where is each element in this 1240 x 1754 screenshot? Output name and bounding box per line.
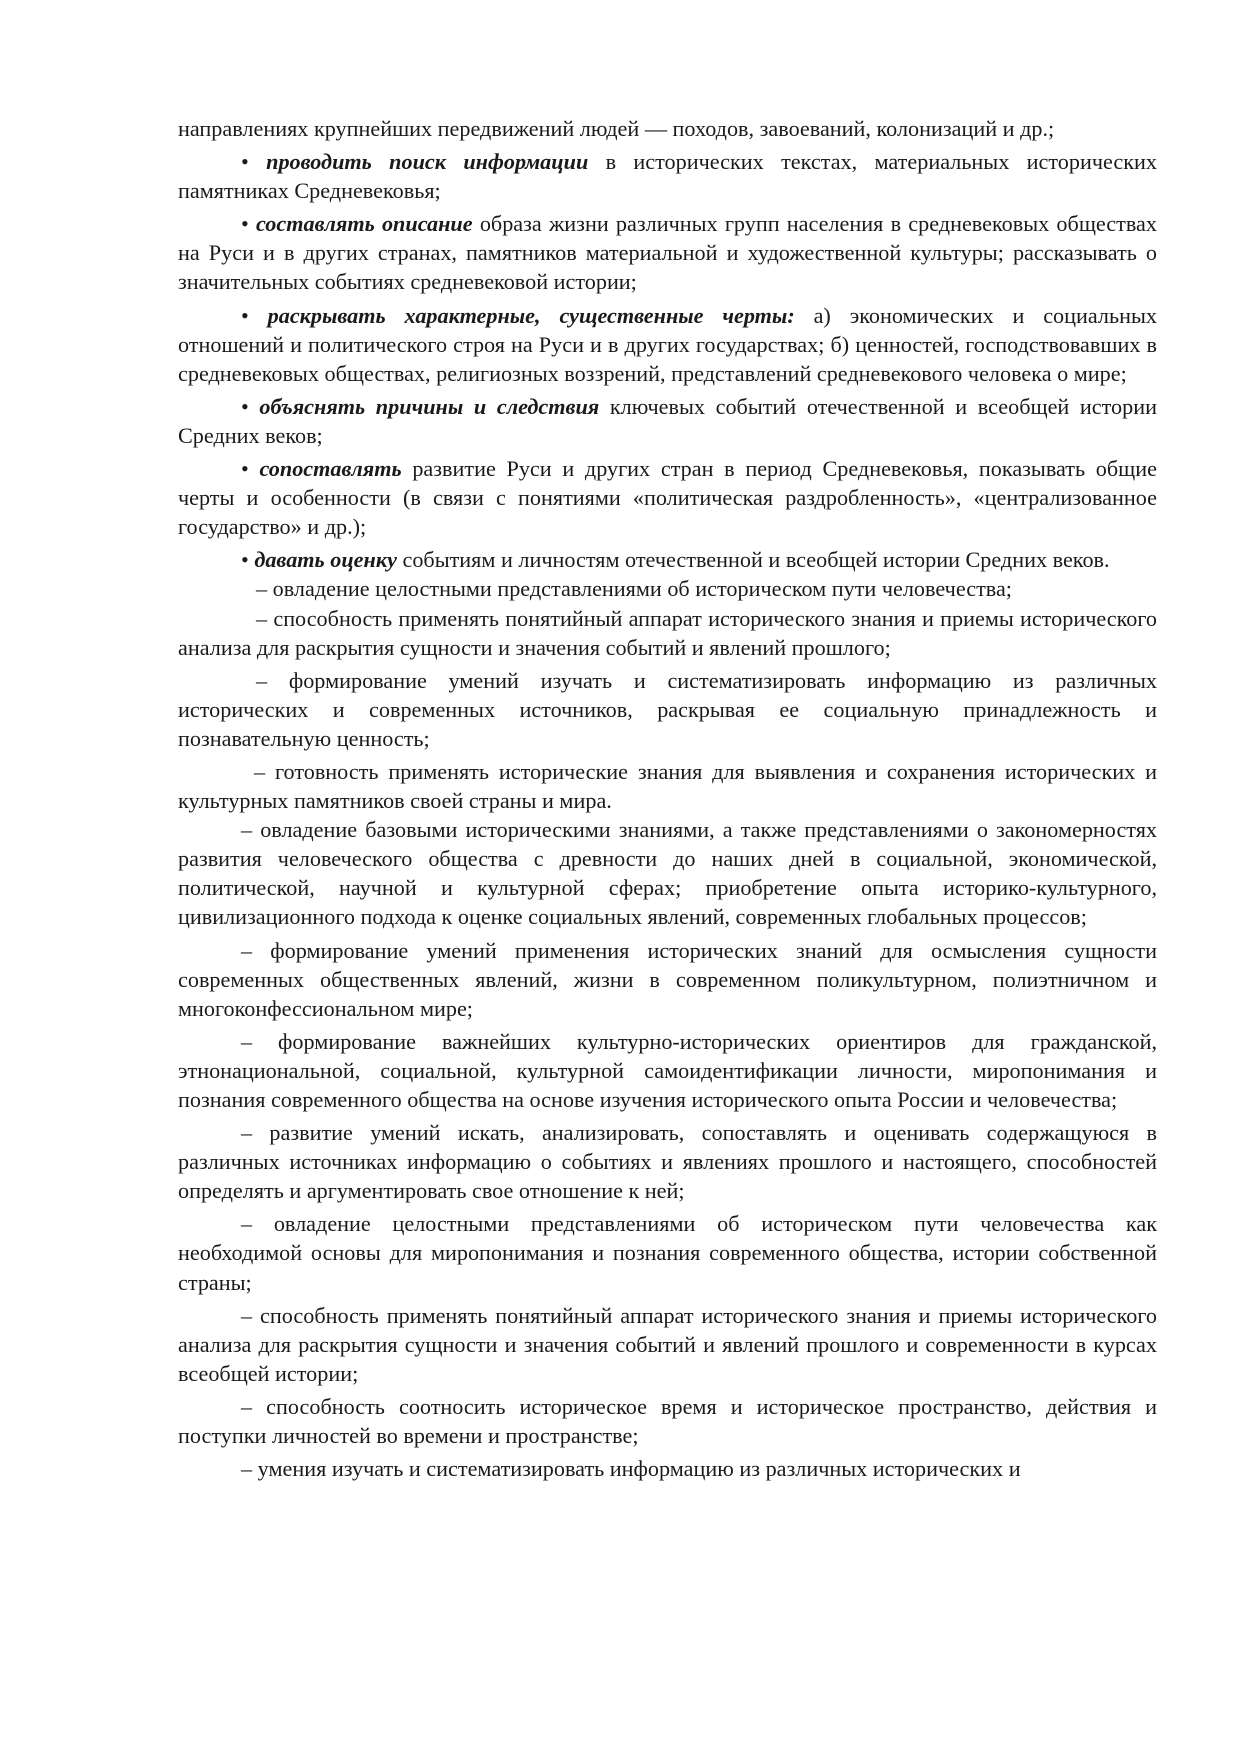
bullet-evaluate: • давать оценку событиям и личностям отечественной и всеобщей истории Средних веков. [241,547,1110,573]
dash-item-holistic-views: – овладение целостными представлениями об историческом пути человечества; [256,576,1012,602]
dash-item-conceptual-apparatus-extended: – способность применять понятийный аппарат исторического знания и приемы исторического анализа для раскрытия сущности и значения событий и явлений прошлого и современности в курсах всеобщей истории; [178,1302,1157,1386]
dash-item-study-skills: – формирование умений изучать и систематизировать информацию из различных исторических и современных источников, раскрывая ее социальную принадлежность и познавательную ценность; [178,667,1157,751]
paragraph-continuation: направлениях крупнейших передвижений людей — походов, завоеваний, колонизаций и др.; [178,116,1055,141]
dash-item-time-space: – способность соотносить историческое время и историческое пространство, действия и поступки личностей во времени и пространстве; [178,1393,1157,1449]
term-highlight: раскрывать характерные, существенные черты: [267,302,795,328]
dash-item-preservation: – готовность применять исторические знания для выявления и сохранения исторических и культурных памятников своей страны и мира. [178,758,1157,814]
dash-item-systematize-info: – умения изучать и систематизировать информацию из различных исторических и [241,1456,1021,1482]
term-highlight: составлять описание [256,211,473,237]
dash-item-cultural-orientation: – формирование важнейших культурно-исторических ориентиров для гражданской, этнонациональной, социальной, культурной самоидентификации личности, миропонимания и познания современного общества на основе изучения исторического опыта России и человечества; [178,1028,1157,1112]
bullet-reveal-features: • раскрывать характерные, существенные черты: а) экономических и социальных отношений и политического строя на Руси и в других государствах; б) ценностей, господствовавших в средневековых обществах, религиозных воззрений, представлений средневекового человека о мире; [178,302,1157,386]
dash-item-basic-knowledge: – овладение базовыми историческими знаниями, а также представлениями о закономерностях развития человеческого общества с древности до наших дней в социальной, экономической, политической, научной и культурной сферах; приобретение опыта историко-культурного, цивилизационного подхода к оценке социальных явлений, современных глобальных процессов; [178,817,1157,930]
bullet-search-information: • проводить поиск информации в исторических текстах, материальных исторических памятниках Средневековья; [178,149,1157,204]
dash-item-holistic-views-extended: – овладение целостными представлениями об историческом пути человечества как необходимой основы для миропонимания и познания современного общества, истории собственной страны; [178,1211,1157,1295]
dash-item-application-skills: – формирование умений применения исторических знаний для осмысления сущности современных общественных явлений, жизни в современном поликультурном, полиэтничном и многоконфессиональном мире; [178,937,1157,1021]
term-highlight: объяснять причины и следствия [259,393,600,419]
dash-item-conceptual-apparatus: – способность применять понятийный аппарат исторического знания и приемы исторического анализа для раскрытия сущности и значения событий и явлений прошлого; [178,605,1157,660]
term-highlight: проводить поиск информации [266,149,589,175]
term-highlight: давать оценку [254,547,397,573]
bullet-compare: • сопоставлять развитие Руси и других стран в период Средневековья, показывать общие черты и особенности (в связи с понятиями «политическая раздробленность», «централизованное государство» и др.); [178,456,1157,540]
document-page [178,114,1157,1483]
term-highlight: сопоставлять [259,456,402,482]
bullet-compose-description: • составлять описание образа жизни различных групп населения в средневековых обществах на Руси и в других странах, памятников материальной и художественной культуры; рассказывать о значительных событиях средневековой истории; [178,211,1157,295]
bullet-explain-causes: • объяснять причины и следствия ключевых событий отечественной и всеобщей истории Средних веков; [178,393,1157,448]
dash-item-analysis-skills: – развитие умений искать, анализировать, сопоставлять и оценивать содержащуюся в различных источниках информацию о событиях и явлениях прошлого и настоящего, способностей определять и аргументировать свое отношение к ней; [178,1120,1157,1204]
